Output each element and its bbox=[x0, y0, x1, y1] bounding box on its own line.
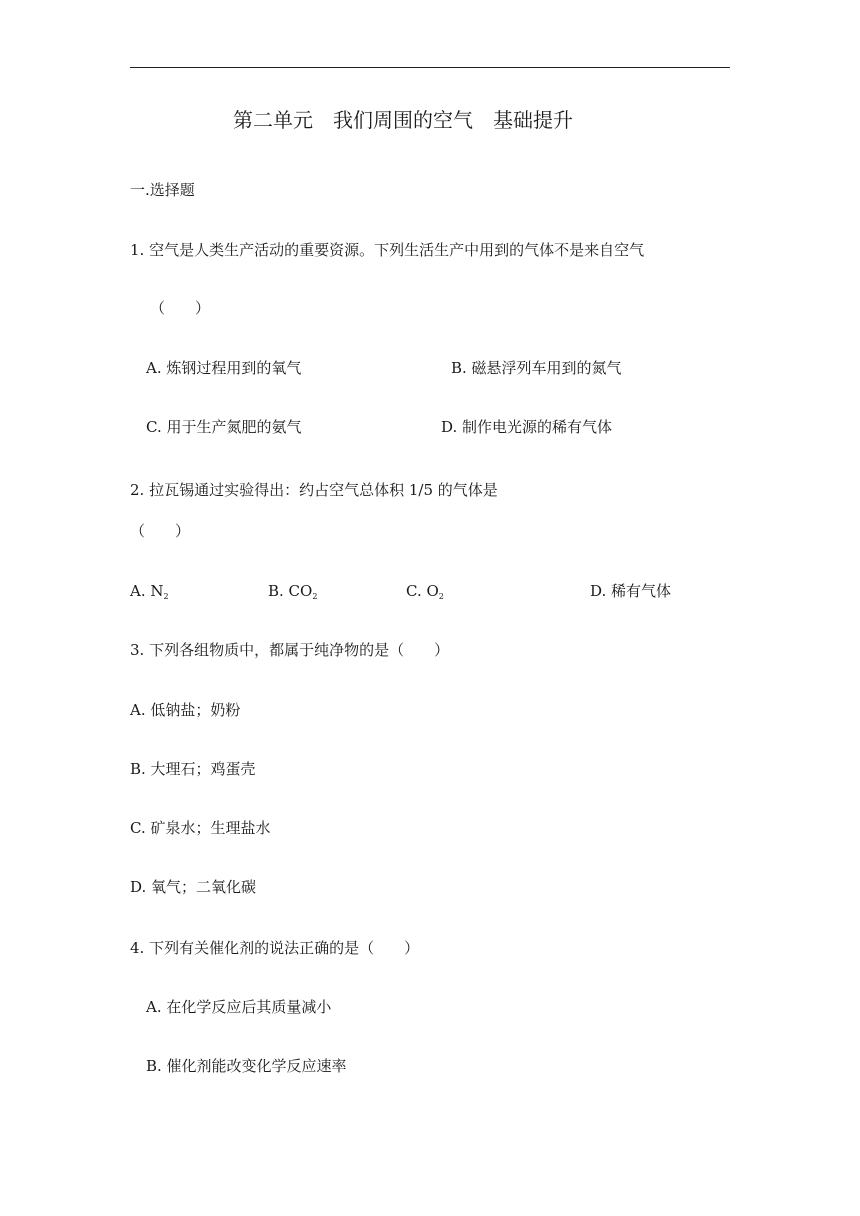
q3-option-a: A. 低钠盐；奶粉 bbox=[130, 701, 241, 719]
q3-option-b: B. 大理石；鸡蛋壳 bbox=[130, 760, 256, 778]
q2-stem: 2. 拉瓦锡通过实验得出：约占空气总体积 1/5 的气体是 bbox=[130, 481, 498, 499]
q3-option-d: D. 氧气；二氧化碳 bbox=[130, 878, 257, 896]
q3-option-c: C. 矿泉水；生理盐水 bbox=[130, 819, 271, 837]
q2-option-a: A. $N_2$ bbox=[130, 582, 169, 601]
section-heading: 一.选择题 bbox=[130, 181, 195, 199]
q3-stem: 3. 下列各组物质中，都属于纯净物的是（ ） bbox=[130, 641, 450, 659]
q1-option-b: B. 磁悬浮列车用到的氮气 bbox=[451, 359, 622, 377]
q2-option-b: B. $CO_2$ bbox=[268, 582, 318, 601]
q2-answer-paren: （ ） bbox=[130, 522, 191, 540]
q1-answer-paren: （ ） bbox=[150, 299, 211, 317]
header-rule bbox=[130, 67, 730, 68]
q4-option-a: A. 在化学反应后其质量减小 bbox=[146, 998, 332, 1016]
q1-option-c: C. 用于生产氮肥的氨气 bbox=[146, 418, 302, 436]
q1-stem: 1. 空气是人类生产活动的重要资源。下列生活生产中用到的气体不是来自空气 bbox=[130, 241, 645, 259]
q4-stem: 4. 下列有关催化剂的说法正确的是（ ） bbox=[130, 939, 420, 957]
q4-option-b: B. 催化剂能改变化学反应速率 bbox=[146, 1057, 347, 1075]
q1-option-d: D. 制作电光源的稀有气体 bbox=[441, 418, 613, 436]
q2-option-c: C. $O_2$ bbox=[406, 582, 444, 601]
page-title: 第二单元 我们周围的空气 基础提升 bbox=[233, 108, 573, 132]
q1-option-a: A. 炼钢过程用到的氧气 bbox=[146, 359, 302, 377]
q2-option-d: D. 稀有气体 bbox=[590, 582, 672, 600]
